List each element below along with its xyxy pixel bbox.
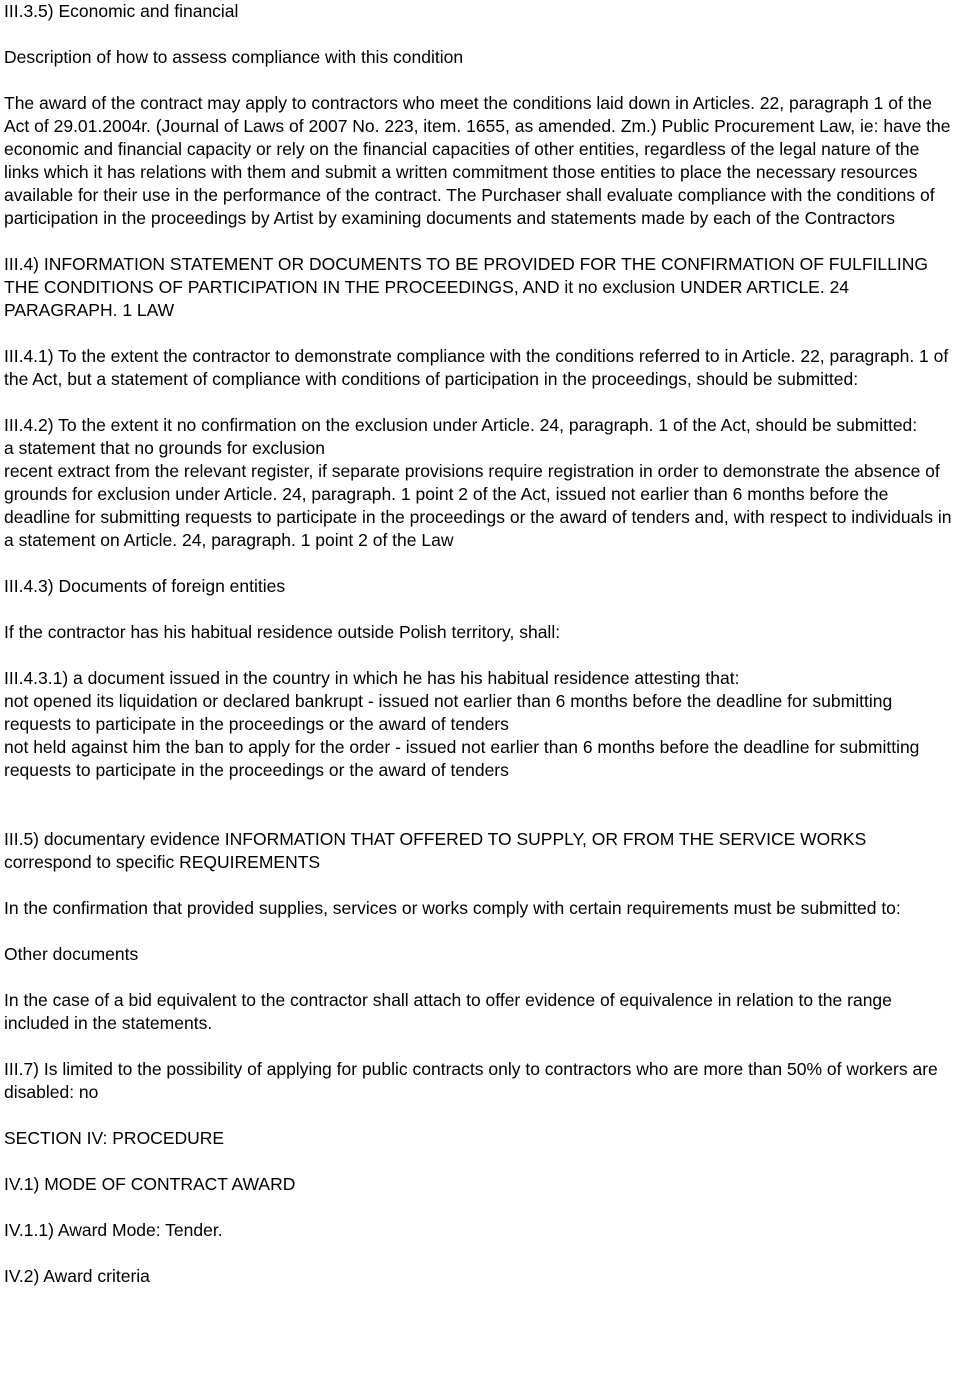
document-page <box>4 0 956 1288</box>
section-heading-economic-financial: III.3.5) Economic and financial <box>4 1 239 21</box>
section-iv-heading: SECTION IV: PROCEDURE <box>4 1128 225 1148</box>
other-documents-label: Other documents <box>4 944 139 964</box>
section-heading-information-statement: III.4) INFORMATION STATEMENT OR DOCUMENTS TO BE PROVIDED FOR THE CONFIRMATION OF FULFILLING THE CONDITIONS OF PARTICIPATION IN THE PROCEEDINGS, AND it no exclusion UNDER ARTICLE. 24 PARAGRAPH. 1 LAW <box>4 254 928 320</box>
equivalent-bid-paragraph: In the case of a bid equivalent to the contractor shall attach to offer evidence of equivalence in relation to the range included in the statements. <box>4 990 892 1033</box>
clause-iii-4-3-1-heading: III.4.3.1) a document issued in the country in which he has his habitual residence attesting that: <box>4 668 740 688</box>
clause-iii-4-3-1-item-liquidation: not opened its liquidation or declared bankrupt - issued not earlier than 6 months before the deadline for submitting requests to participate in the proceedings or the award of tenders <box>4 691 893 734</box>
clause-iii-4-3-1-item-ban: not held against him the ban to apply for the order - issued not earlier than 6 months before the deadline for submitting requests to participate in the proceedings or the award of tenders <box>4 737 920 780</box>
clause-iii-7: III.7) Is limited to the possibility of applying for public contracts only to contractors who are more than 50% of workers are disabled: no <box>4 1059 938 1102</box>
clause-iii-4-3-heading: III.4.3) Documents of foreign entities <box>4 576 286 596</box>
clause-iii-4-1: III.4.1) To the extent the contractor to demonstrate compliance with the conditions referred to in Article. 22, paragraph. 1 of the Act, but a statement of compliance with conditions of participation in the proceedings, should be submitted: <box>4 346 949 389</box>
clause-iii-4-2-item-register-extract: recent extract from the relevant register, if separate provisions require registration in order to demonstrate the absence of grounds for exclusion under Article. 24, paragraph. 1 point 2 of the Act, issued not earlier than 6 months before the deadline for submitting requests to participate in the proceedings or the award of tenders and, with respect to individuals in a statement on Article. 24, paragraph. 1 point 2 of the Law <box>4 461 952 550</box>
section-heading-documentary-evidence: III.5) documentary evidence INFORMATION THAT OFFERED TO SUPPLY, OR FROM THE SERVICE WORKS correspond to specific REQUIREMENTS <box>4 829 867 872</box>
clause-iv-2: IV.2) Award criteria <box>4 1266 150 1286</box>
documentary-evidence-paragraph: In the confirmation that provided supplies, services or works comply with certain requirements must be submitted to: <box>4 898 901 918</box>
clause-iii-4-2-heading: III.4.2) To the extent it no confirmation on the exclusion under Article. 24, paragraph. 1 of the Act, should be submitted: <box>4 415 918 435</box>
assessment-description-label: Description of how to assess compliance with this condition <box>4 47 464 67</box>
clause-iv-1: IV.1) MODE OF CONTRACT AWARD <box>4 1174 296 1194</box>
foreign-entities-intro: If the contractor has his habitual residence outside Polish territory, shall: <box>4 622 561 642</box>
clause-iv-1-1: IV.1.1) Award Mode: Tender. <box>4 1220 223 1240</box>
clause-iii-4-2-item-statement: a statement that no grounds for exclusion <box>4 438 326 458</box>
economic-financial-paragraph: The award of the contract may apply to contractors who meet the conditions laid down in Articles. 22, paragraph 1 of the Act of 29.01.2004r. (Journal of Laws of 2007 No. 223, item. 1655, as amended. Zm.) Public Procurement Law, ie: have the economic and financial capacity or rely on the financial capacities of other entities, regardless of the legal nature of the links which it has relations with them and submit a written commitment those entities to place the necessary resources available for their use in the performance of the contract. The Purchaser shall evaluate compliance with the conditions of participation in the proceedings by Artist by examining documents and statements made by each of the Contractors <box>4 93 951 228</box>
